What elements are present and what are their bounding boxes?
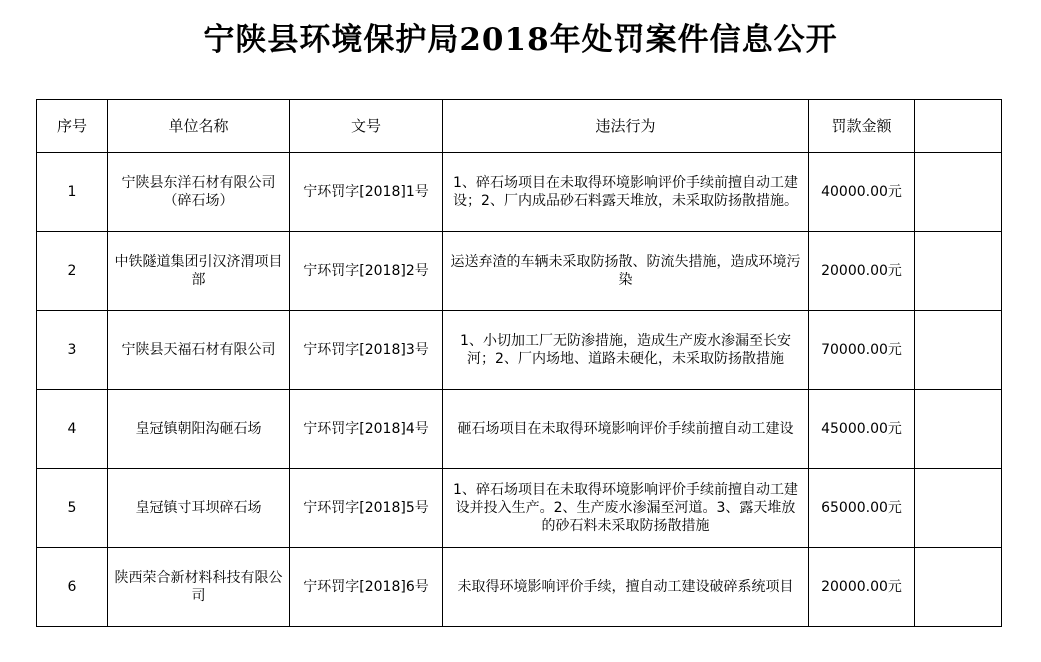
cell-violation: 砸石场项目在未取得环境影响评价手续前擅自动工建设 bbox=[443, 390, 809, 469]
cell-violation: 1、碎石场项目在未取得环境影响评价手续前擅自动工建设；2、厂内成品砂石料露天堆放，未采取防扬散措施。 bbox=[443, 153, 809, 232]
cell-extra bbox=[915, 548, 1002, 627]
cell-doc-no: 宁环罚字[2018]1号 bbox=[290, 153, 443, 232]
cell-unit: 宁陕县东洋石材有限公司（碎石场） bbox=[108, 153, 290, 232]
cell-doc-no: 宁环罚字[2018]2号 bbox=[290, 232, 443, 311]
cell-doc-no: 宁环罚字[2018]6号 bbox=[290, 548, 443, 627]
cell-index: 5 bbox=[37, 469, 108, 548]
table-row bbox=[37, 153, 1002, 232]
cell-violation: 运送弃渣的车辆未采取防扬散、防流失措施，造成环境污染 bbox=[443, 232, 809, 311]
cell-unit: 陕西荣合新材料科技有限公司 bbox=[108, 548, 290, 627]
cell-unit: 中铁隧道集团引汉济渭项目部 bbox=[108, 232, 290, 311]
cell-index: 3 bbox=[37, 311, 108, 390]
cell-fine: 70000.00元 bbox=[809, 311, 915, 390]
cell-unit: 宁陕县天福石材有限公司 bbox=[108, 311, 290, 390]
table-row bbox=[37, 390, 1002, 469]
cell-fine: 40000.00元 bbox=[809, 153, 915, 232]
header-unit: 单位名称 bbox=[108, 100, 290, 153]
cell-violation: 1、碎石场项目在未取得环境影响评价手续前擅自动工建设并投入生产。2、生产废水渗漏至河道。3、露天堆放的砂石料未采取防扬散措施 bbox=[443, 469, 809, 548]
cell-extra bbox=[915, 390, 1002, 469]
cell-extra bbox=[915, 469, 1002, 548]
header-doc-no: 文号 bbox=[290, 100, 443, 153]
cell-fine: 65000.00元 bbox=[809, 469, 915, 548]
header-fine: 罚款金额 bbox=[809, 100, 915, 153]
cell-index: 6 bbox=[37, 548, 108, 627]
cell-fine: 20000.00元 bbox=[809, 232, 915, 311]
cell-unit: 皇冠镇寸耳坝碎石场 bbox=[108, 469, 290, 548]
header-extra bbox=[915, 100, 1002, 153]
header-index: 序号 bbox=[37, 100, 108, 153]
cell-violation: 1、小切加工厂无防渗措施，造成生产废水渗漏至长安河；2、厂内场地、道路未硬化，未采取防扬散措施 bbox=[443, 311, 809, 390]
cell-index: 4 bbox=[37, 390, 108, 469]
cell-fine: 20000.00元 bbox=[809, 548, 915, 627]
cell-doc-no: 宁环罚字[2018]3号 bbox=[290, 311, 443, 390]
cell-violation: 未取得环境影响评价手续，擅自动工建设破碎系统项目 bbox=[443, 548, 809, 627]
header-violation: 违法行为 bbox=[443, 100, 809, 153]
cell-doc-no: 宁环罚字[2018]4号 bbox=[290, 390, 443, 469]
cell-index: 2 bbox=[37, 232, 108, 311]
page-title: 宁陕县环境保护局2018年处罚案件信息公开 bbox=[203, 22, 838, 58]
cell-extra bbox=[915, 232, 1002, 311]
cell-unit: 皇冠镇朝阳沟砸石场 bbox=[108, 390, 290, 469]
cell-fine: 45000.00元 bbox=[809, 390, 915, 469]
table-row bbox=[37, 311, 1002, 390]
cell-index: 1 bbox=[37, 153, 108, 232]
table-row bbox=[37, 548, 1002, 627]
table-row bbox=[37, 469, 1002, 548]
header-row bbox=[37, 100, 1002, 153]
cell-extra bbox=[915, 153, 1002, 232]
penalty-table bbox=[36, 99, 1002, 627]
cell-doc-no: 宁环罚字[2018]5号 bbox=[290, 469, 443, 548]
cell-extra bbox=[915, 311, 1002, 390]
table-row bbox=[37, 232, 1002, 311]
